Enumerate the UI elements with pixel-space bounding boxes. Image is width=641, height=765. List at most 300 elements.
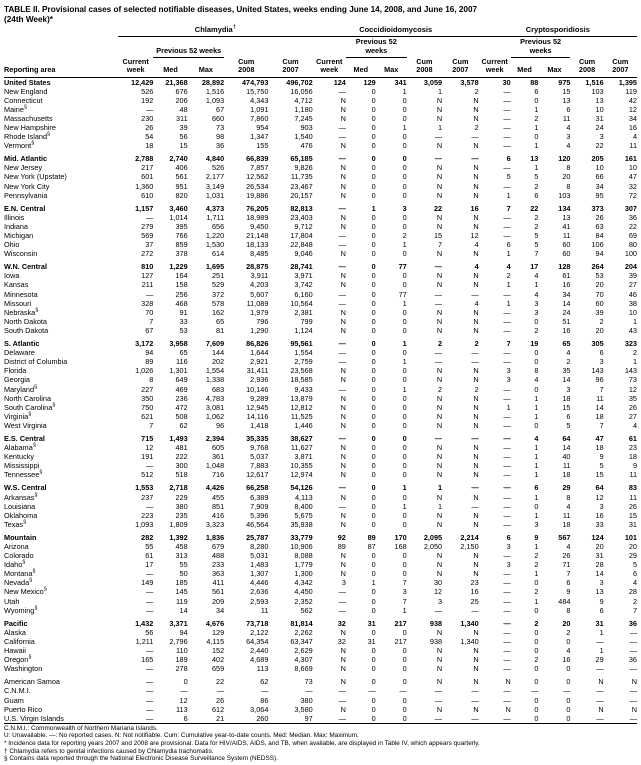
cell-14: 69: [628, 231, 637, 240]
cell-12: 0: [566, 664, 571, 674]
cell-14: 46: [628, 289, 637, 299]
cell-8: N: [436, 212, 443, 222]
cell-5: —: [338, 240, 346, 250]
cell-6: 0: [371, 307, 376, 317]
row-label: Florida: [4, 366, 27, 376]
cell-8: 22: [433, 203, 443, 213]
cell-11: 0: [534, 646, 539, 656]
cell-4: 7,245: [294, 113, 313, 123]
cell-6: 0: [371, 325, 376, 335]
cell-3: 5,037: [250, 452, 269, 462]
cell-10: —: [503, 519, 511, 529]
cell-6: 0: [371, 704, 376, 714]
table-row: [4, 619, 637, 628]
cell-12: 20: [562, 172, 571, 182]
cell-12: 34: [562, 289, 571, 299]
row-label: New Jersey: [4, 163, 43, 173]
row-label: California: [4, 636, 35, 646]
cell-6: 0: [371, 113, 376, 123]
cell-1: 3,958: [169, 339, 188, 349]
row-label: Kansas: [4, 280, 29, 290]
cell-2: 372: [211, 289, 225, 299]
cell-0: —: [146, 587, 154, 597]
cell-11: 3: [534, 519, 539, 529]
cell-8: 2: [438, 339, 443, 349]
cell-12: 8: [566, 492, 571, 502]
col-chlamydia-max: Max: [198, 65, 213, 74]
cell-13: 53: [595, 271, 604, 281]
cell-7: 0: [402, 393, 407, 403]
cell-14: 16: [628, 122, 637, 132]
cell-5: —: [338, 231, 346, 240]
cell-8: 1: [438, 122, 443, 132]
cell-11: —: [531, 686, 539, 696]
cell-7: 3: [402, 203, 407, 213]
cell-13: 26: [595, 212, 604, 222]
cell-13: 205: [591, 154, 604, 164]
cell-6: 1: [371, 578, 376, 588]
row-label: Montana§: [4, 568, 36, 579]
cell-7: —: [399, 686, 407, 696]
table-row: [4, 606, 637, 615]
row-footnote-marker: §: [47, 131, 51, 138]
cell-3: 954: [256, 122, 269, 132]
cell-5: N: [340, 375, 346, 385]
cell-2: 67: [216, 104, 225, 114]
cell-3: 35,335: [246, 433, 269, 443]
cell-11: 4: [534, 289, 539, 299]
cell-8: N: [436, 677, 443, 687]
table-row: [4, 280, 637, 289]
cell-12: 3: [566, 384, 571, 394]
cell-9: N: [473, 393, 479, 403]
cell-14: 43: [628, 325, 637, 335]
cell-0: 610: [141, 190, 154, 200]
cell-11: 0: [534, 704, 539, 714]
cell-10: —: [503, 636, 511, 646]
cell-4: 6,160: [294, 289, 313, 299]
cell-9: N: [473, 560, 479, 570]
cell-11: 6: [534, 86, 539, 96]
cell-0: 223: [141, 510, 154, 520]
cell-1: 766: [175, 231, 188, 240]
cell-5: —: [338, 695, 346, 705]
cell-12: 18: [562, 519, 571, 529]
cell-4: 9,712: [294, 221, 313, 231]
row-label: Wisconsin: [4, 249, 38, 259]
cell-7: 77: [398, 262, 407, 272]
cell-3: 2,440: [250, 646, 269, 656]
cell-13: 14: [595, 402, 604, 412]
cell-1: 164: [175, 271, 188, 281]
cell-3: 1,290: [250, 325, 269, 335]
cell-13: 20: [595, 542, 604, 551]
cell-5: —: [338, 203, 346, 213]
cell-11: 1: [534, 470, 539, 480]
cell-0: 8: [149, 375, 154, 385]
cell-2: 605: [211, 443, 225, 453]
cell-13: —: [596, 636, 604, 646]
cell-8: —: [434, 298, 443, 308]
cell-3: 9,289: [250, 393, 269, 403]
cell-4: 5,675: [294, 510, 313, 520]
cell-10: —: [503, 393, 511, 403]
cell-2: 411: [212, 578, 225, 588]
cell-14: 36: [628, 618, 637, 628]
cell-12: 71: [562, 560, 571, 570]
cell-9: N: [473, 492, 479, 502]
cell-2: 716: [211, 470, 225, 480]
cell-11: 4: [534, 375, 539, 385]
cell-7: 0: [402, 492, 407, 502]
cell-13: 13: [595, 95, 604, 105]
cell-13: 106: [591, 240, 604, 250]
cell-1: 1,014: [169, 212, 188, 222]
table-row: [4, 348, 637, 357]
cell-0: 526: [141, 86, 154, 96]
table-row: [4, 560, 637, 569]
row-label: W.S. Central: [4, 483, 47, 493]
table-row: [4, 339, 637, 348]
cell-7: 341: [394, 77, 407, 87]
cell-4: 17,804: [290, 231, 313, 240]
cell-14: 7: [632, 605, 637, 615]
row-footnote-marker: §: [22, 559, 26, 566]
cell-7: 217: [394, 618, 407, 628]
cell-8: 1: [438, 501, 443, 511]
row-label: Oregon§: [4, 654, 32, 665]
cell-9: N: [473, 443, 479, 453]
table-row: [4, 77, 637, 87]
cell-7: 0: [402, 704, 407, 714]
cell-1: 39: [179, 122, 188, 132]
cell-6: 89: [367, 532, 376, 542]
cell-0: 1,026: [135, 366, 154, 376]
cell-2: 1,048: [205, 461, 225, 471]
cell-11: 1: [534, 163, 539, 173]
cell-13: 14: [595, 569, 604, 579]
table-row: [4, 96, 637, 105]
cell-8: N: [436, 221, 443, 231]
cell-10: —: [503, 686, 511, 696]
cell-9: N: [473, 627, 479, 637]
cell-4: 54,126: [290, 483, 313, 493]
cell-9: N: [473, 163, 479, 173]
cell-7: 0: [402, 461, 407, 471]
cell-0: 67: [145, 325, 154, 335]
cell-8: N: [436, 366, 443, 376]
cell-10: 1: [506, 402, 511, 412]
cell-10: 2: [506, 271, 511, 281]
cell-2: 4,373: [205, 203, 225, 213]
cell-2: 561: [211, 587, 225, 597]
cell-14: 80: [628, 240, 637, 250]
cell-12: 18: [562, 470, 571, 480]
cell-1: 65: [179, 348, 188, 358]
table-row: [4, 385, 637, 394]
cell-5: N: [340, 366, 346, 376]
cell-8: 2: [438, 384, 443, 394]
cell-14: —: [629, 695, 637, 705]
cell-7: 0: [402, 443, 407, 453]
cell-13: 373: [591, 203, 604, 213]
cell-13: 305: [591, 339, 604, 349]
cell-2: 4,676: [205, 618, 225, 628]
cell-14: 4: [632, 132, 637, 142]
row-label: Kentucky: [4, 452, 35, 462]
cell-6: 0: [371, 402, 376, 412]
cell-8: N: [436, 393, 443, 403]
cell-12: 120: [558, 154, 571, 164]
cell-5: N: [340, 646, 346, 656]
cell-4: 3,742: [294, 280, 313, 290]
cell-2: 3,323: [205, 519, 225, 529]
cell-4: 22,848: [290, 240, 313, 250]
cell-14: 83: [628, 483, 637, 493]
cell-1: 185: [175, 578, 188, 588]
cell-3: 2,921: [250, 357, 269, 367]
cell-14: 4: [632, 420, 637, 430]
cell-5: N: [340, 704, 346, 714]
cell-2: 1,220: [205, 231, 225, 240]
cell-2: 28,892: [201, 77, 225, 87]
cell-10: —: [503, 132, 511, 142]
cell-9: 4: [474, 262, 479, 272]
cell-5: N: [340, 280, 346, 290]
cell-13: 3: [599, 132, 604, 142]
cell-1: 256: [175, 289, 188, 299]
table-row: [4, 191, 637, 200]
cell-11: 13: [530, 154, 539, 164]
cell-14: 2: [632, 348, 637, 358]
cell-5: N: [340, 212, 346, 222]
group-cryptosporidiosis: Cryptosporidiosis: [525, 25, 590, 34]
cell-7: 0: [402, 190, 407, 200]
cell-14: 11: [629, 141, 637, 151]
cell-4: 23,467: [290, 181, 313, 191]
cell-5: —: [338, 132, 346, 142]
row-label: Connecticut: [4, 95, 43, 105]
cell-6: 0: [371, 104, 376, 114]
cell-10: —: [503, 470, 511, 480]
cell-7: 0: [402, 402, 407, 412]
row-label: Puerto Rico: [4, 704, 43, 714]
cell-0: —: [146, 713, 154, 723]
cell-8: 7: [438, 240, 443, 250]
cell-8: N: [436, 249, 443, 259]
row-label: Iowa: [4, 271, 20, 281]
cell-10: 3: [506, 366, 511, 376]
cell-1: 2,718: [169, 483, 188, 493]
cell-6: 0: [371, 677, 376, 687]
cell-13: 1: [599, 627, 604, 637]
cell-9: 16: [470, 203, 479, 213]
cell-6: 0: [371, 190, 376, 200]
cell-2: 3,081: [205, 402, 225, 412]
table-row: [4, 502, 637, 511]
cell-14: 323: [624, 339, 637, 349]
cell-11: 9: [534, 532, 539, 542]
cell-8: N: [436, 316, 443, 326]
cell-5: N: [340, 172, 346, 182]
cell-3: 26,534: [246, 181, 269, 191]
row-footnote-marker: §: [34, 492, 38, 499]
cell-4: 2,629: [294, 646, 313, 656]
cell-9: N: [473, 190, 479, 200]
cell-11: 2: [534, 221, 539, 231]
cell-0: 191: [141, 452, 154, 462]
cell-11: 3: [534, 298, 539, 308]
cell-13: 70: [595, 289, 604, 299]
cell-7: 0: [402, 470, 407, 480]
row-label: Mid. Atlantic: [4, 154, 48, 164]
cell-5: —: [338, 686, 346, 696]
cell-14: N: [631, 677, 637, 687]
footnote-2: * Incidence data for reporting years 2007 and 2008 are provisional. Data for HIV/AIDS, AIDS, and TB, when available, are displayed in Table IV, which appears quarterly.: [4, 739, 480, 747]
cell-7: 1: [402, 86, 407, 96]
cell-10: —: [503, 664, 511, 674]
cell-4: 8,088: [294, 551, 313, 561]
cell-9: N: [473, 519, 479, 529]
cell-3: 1,347: [250, 132, 269, 142]
cell-13: 20: [595, 325, 604, 335]
table-row: [4, 154, 637, 163]
cell-0: 217: [141, 163, 154, 173]
cell-14: 9: [632, 461, 637, 471]
cell-8: 938: [429, 636, 443, 646]
cell-11: 0: [534, 605, 539, 615]
cell-1: 235: [175, 510, 188, 520]
cell-12: 6: [566, 411, 571, 421]
cell-0: 165: [141, 655, 154, 665]
cell-14: 101: [624, 532, 637, 542]
cell-6: 0: [371, 86, 376, 96]
cell-3: 796: [256, 316, 269, 326]
cell-0: —: [146, 605, 154, 615]
cell-2: 1,836: [205, 532, 225, 542]
cell-5: N: [340, 569, 346, 579]
cell-0: 56: [145, 627, 154, 637]
cell-2: 1,062: [205, 411, 225, 421]
cell-8: N: [436, 551, 443, 561]
cell-3: 62: [260, 677, 269, 687]
cell-5: N: [340, 664, 346, 674]
cell-0: 127: [141, 271, 154, 281]
cell-7: 0: [402, 132, 407, 142]
cell-14: 47: [628, 172, 637, 182]
cell-8: 15: [433, 231, 443, 240]
cell-11: 0: [534, 348, 539, 358]
cell-14: 1: [632, 316, 637, 326]
row-label: Delaware: [4, 348, 35, 358]
cell-10: —: [503, 163, 511, 173]
cell-12: 2: [566, 627, 571, 637]
table-row: [4, 141, 637, 150]
row-label: Hawaii: [4, 646, 26, 656]
table-title: [4, 5, 637, 25]
cell-9: N: [473, 510, 479, 520]
cell-14: —: [629, 713, 637, 723]
row-label: Arizona: [4, 542, 29, 551]
cell-0: —: [146, 596, 154, 606]
cell-9: N: [473, 181, 479, 191]
cell-1: 1,301: [169, 366, 188, 376]
cell-8: N: [436, 190, 443, 200]
cell-1: 116: [176, 357, 188, 367]
cell-14: —: [629, 686, 637, 696]
cell-4: 903: [300, 122, 313, 132]
cell-9: N: [473, 249, 479, 259]
cell-4: —: [305, 686, 313, 696]
cell-9: —: [471, 289, 479, 299]
cell-10: —: [503, 713, 511, 723]
cell-13: 95: [595, 190, 604, 200]
cell-12: 24: [562, 307, 571, 317]
cell-13: 9: [599, 452, 604, 462]
cell-4: 82,813: [290, 203, 313, 213]
cell-10: 30: [502, 77, 511, 87]
cell-5: N: [340, 316, 346, 326]
row-label: Nebraska§: [4, 307, 39, 317]
cell-4: 9,826: [294, 163, 313, 173]
cell-14: 27: [628, 280, 637, 290]
cell-12: 0: [566, 677, 571, 687]
cell-5: N: [340, 402, 346, 412]
cell-6: 0: [371, 339, 376, 349]
cell-7: 0: [402, 411, 407, 421]
col-crypto-med: Med: [517, 65, 532, 74]
cell-10: —: [503, 596, 511, 606]
cell-8: N: [436, 510, 443, 520]
cell-9: 12: [470, 231, 479, 240]
cell-6: 0: [371, 132, 376, 142]
cell-8: N: [436, 172, 443, 182]
cell-9: —: [471, 605, 479, 615]
cell-14: 20: [628, 542, 637, 551]
cell-1: 311: [176, 113, 188, 123]
cell-4: 380: [300, 695, 313, 705]
col-cocci-cum-2007: Cum 2007: [452, 56, 469, 74]
cell-7: 0: [402, 307, 407, 317]
cell-11: 0: [534, 627, 539, 637]
cell-9: N: [473, 551, 479, 561]
cell-12: 4: [566, 542, 571, 551]
cell-4: 9,433: [294, 384, 313, 394]
cell-5: N: [340, 221, 346, 231]
cell-4: 10,906: [290, 542, 313, 551]
cell-13: 96: [595, 375, 604, 385]
cell-0: 750: [141, 402, 154, 412]
table-row: [4, 696, 637, 705]
cell-0: 3,172: [135, 339, 154, 349]
cell-4: 33,779: [290, 532, 313, 542]
table-row: [4, 470, 637, 479]
cell-11: 88: [530, 77, 539, 87]
cell-6: 31: [367, 636, 376, 646]
cell-3: 76,205: [246, 203, 269, 213]
cell-11: 0: [534, 578, 539, 588]
cell-3: 1,644: [250, 348, 269, 358]
cell-2: 22: [216, 677, 225, 687]
cell-3: 31,411: [246, 366, 269, 376]
row-label: U.S. Virgin Islands: [4, 713, 64, 723]
cell-5: —: [338, 433, 346, 443]
cell-12: 4: [566, 348, 571, 358]
cell-5: —: [338, 713, 346, 723]
cell-2: 152: [211, 646, 225, 656]
cell-6: 0: [371, 695, 376, 705]
cell-6: 0: [371, 587, 376, 597]
